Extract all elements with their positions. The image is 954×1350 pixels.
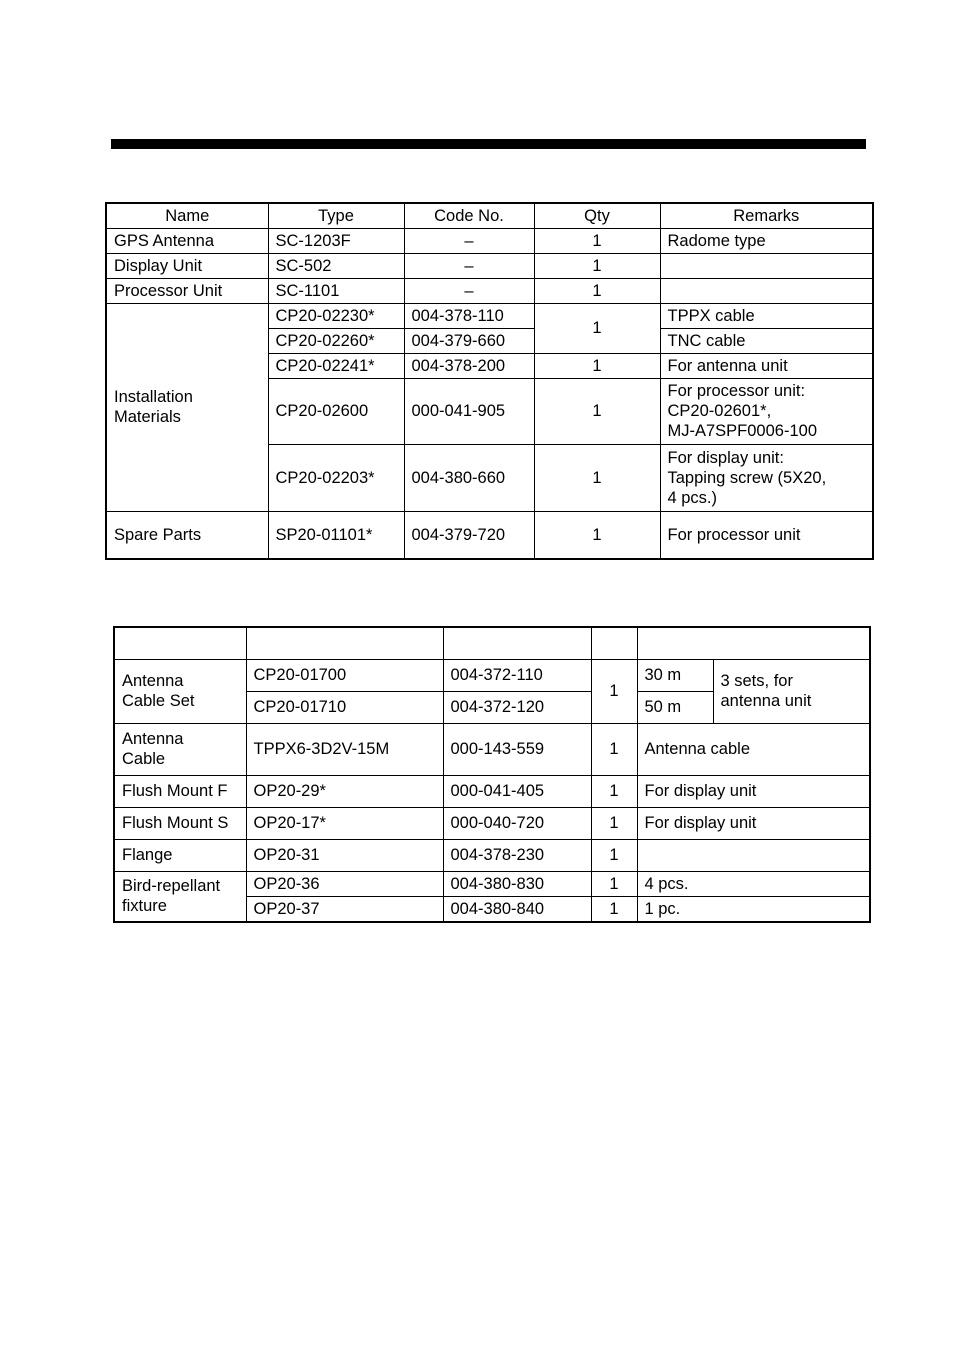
- cell-code: 004-378-110: [404, 303, 534, 328]
- cell-name: Flange: [114, 839, 246, 871]
- cell-type: CP20-02203*: [268, 444, 404, 511]
- header-qty: Qty: [534, 203, 660, 228]
- cell-remarks: [637, 839, 870, 871]
- table-row: [106, 511, 873, 559]
- cell-name: Spare Parts: [106, 511, 268, 559]
- cell-code: 000-143-559: [443, 723, 591, 775]
- name-line: fixture: [122, 897, 167, 916]
- cell-type: OP20-37: [246, 896, 443, 922]
- cell-code: 004-372-120: [443, 691, 591, 723]
- table-header-row: [106, 203, 873, 228]
- header-empty: [114, 627, 246, 659]
- cell-code: 000-041-405: [443, 775, 591, 807]
- cell-qty: 1: [591, 896, 637, 922]
- name-line: Cable: [122, 750, 166, 768]
- cell-name: [114, 723, 246, 775]
- cell-code: 004-378-230: [443, 839, 591, 871]
- table-row: [114, 775, 870, 807]
- cell-code: –: [404, 253, 534, 278]
- table-row: [114, 659, 870, 691]
- cell-qty: 1: [534, 278, 660, 303]
- header-empty: [637, 627, 870, 659]
- table-header-row: [114, 627, 870, 659]
- cell-qty: 1: [534, 378, 660, 444]
- cell-code: 004-379-720: [404, 511, 534, 559]
- cell-type: CP20-01710: [246, 691, 443, 723]
- cell-type: CP20-01700: [246, 659, 443, 691]
- cell-name: Flush Mount F: [114, 775, 246, 807]
- header-remarks: Remarks: [660, 203, 873, 228]
- remarks-line: For processor unit:: [667, 382, 806, 400]
- cell-type: SC-1101: [268, 278, 404, 303]
- cell-code: –: [404, 278, 534, 303]
- cell-length: 30 m: [637, 659, 713, 691]
- cell-remarks: For antenna unit: [660, 353, 873, 378]
- cell-qty: 1: [591, 659, 637, 723]
- remarks-line: For display unit:: [667, 448, 784, 467]
- cell-code: –: [404, 228, 534, 253]
- table-row: [106, 303, 873, 328]
- remarks-line: CP20-02601*,: [667, 402, 772, 420]
- cell-name: Processor Unit: [106, 278, 268, 303]
- cell-name: Flush Mount S: [114, 807, 246, 839]
- cell-length: 50 m: [637, 691, 713, 723]
- cell-qty: 1: [534, 511, 660, 559]
- cell-code: 004-380-660: [404, 444, 534, 511]
- table-row: [114, 839, 870, 871]
- standard-supply-table: [105, 202, 874, 560]
- header-empty: [246, 627, 443, 659]
- table-row: [106, 228, 873, 253]
- cell-type: CP20-02600: [268, 378, 404, 444]
- table-row: [114, 871, 870, 896]
- remarks-line: 3 sets, for: [720, 672, 793, 690]
- cell-remarks: For display unit: [637, 807, 870, 839]
- cell-remarks: For processor unit: [660, 511, 873, 559]
- cell-remarks: TNC cable: [660, 328, 873, 353]
- name-line: Bird-repellant: [122, 877, 221, 896]
- cell-remarks: Antenna cable: [637, 723, 870, 775]
- cell-type: OP20-17*: [246, 807, 443, 839]
- cell-code: 004-380-830: [443, 871, 591, 896]
- cell-code: 004-379-660: [404, 328, 534, 353]
- cell-type: OP20-29*: [246, 775, 443, 807]
- title-rule: [111, 139, 866, 149]
- cell-remarks: [660, 444, 873, 511]
- remarks-line: MJ-A7SPF0006-100: [667, 422, 817, 440]
- installation-name-line1: Installation: [114, 388, 193, 406]
- name-line: Antenna: [122, 672, 184, 690]
- cell-remarks: [660, 253, 873, 278]
- header-code: Code No.: [404, 203, 534, 228]
- cell-name: Display Unit: [106, 253, 268, 278]
- header-empty: [591, 627, 637, 659]
- cell-qty: 1: [534, 444, 660, 511]
- cell-name-bird-repellant: [114, 871, 246, 922]
- cell-remarks: TPPX cable: [660, 303, 873, 328]
- cell-qty: 1: [591, 775, 637, 807]
- remarks-line: Tapping screw (5X20,: [667, 468, 827, 487]
- cell-qty: 1: [534, 303, 660, 353]
- remarks-line: 4 pcs.): [667, 488, 718, 507]
- remarks-line: antenna unit: [720, 692, 812, 710]
- header-empty: [443, 627, 591, 659]
- table-row: [114, 723, 870, 775]
- table-row: [114, 807, 870, 839]
- optional-supply-table: [113, 626, 871, 923]
- cell-type: SC-502: [268, 253, 404, 278]
- cell-code: 004-372-110: [443, 659, 591, 691]
- cell-qty: 1: [591, 723, 637, 775]
- cell-code: 000-041-905: [404, 378, 534, 444]
- cell-remarks: Radome type: [660, 228, 873, 253]
- cell-type: OP20-31: [246, 839, 443, 871]
- cell-qty: 1: [591, 871, 637, 896]
- cell-qty: 1: [591, 839, 637, 871]
- name-line: Antenna: [122, 730, 184, 748]
- cell-type: CP20-02260*: [268, 328, 404, 353]
- cell-remarks: [660, 378, 873, 444]
- cell-code: 004-380-840: [443, 896, 591, 922]
- cell-name: GPS Antenna: [106, 228, 268, 253]
- cell-type: SP20-01101*: [268, 511, 404, 559]
- cell-name-antenna-cable-set: [114, 659, 246, 723]
- cell-type: CP20-02241*: [268, 353, 404, 378]
- cell-remarks: 1 pc.: [637, 896, 870, 922]
- name-line: Cable Set: [122, 692, 195, 710]
- cell-remarks: [660, 278, 873, 303]
- header-type: Type: [268, 203, 404, 228]
- cell-qty: 1: [591, 807, 637, 839]
- cell-type: SC-1203F: [268, 228, 404, 253]
- cell-type: OP20-36: [246, 871, 443, 896]
- cell-type: CP20-02230*: [268, 303, 404, 328]
- cell-name-installation: [106, 303, 268, 511]
- table-row: [106, 253, 873, 278]
- cell-remarks: 4 pcs.: [637, 871, 870, 896]
- installation-name-line2: Materials: [114, 408, 181, 426]
- cell-remarks: [713, 659, 870, 723]
- cell-code: 000-040-720: [443, 807, 591, 839]
- cell-remarks: For display unit: [637, 775, 870, 807]
- cell-qty: 1: [534, 253, 660, 278]
- table-row: [106, 278, 873, 303]
- cell-qty: 1: [534, 353, 660, 378]
- cell-type: TPPX6-3D2V-15M: [246, 723, 443, 775]
- cell-qty: 1: [534, 228, 660, 253]
- cell-code: 004-378-200: [404, 353, 534, 378]
- header-name: Name: [106, 203, 268, 228]
